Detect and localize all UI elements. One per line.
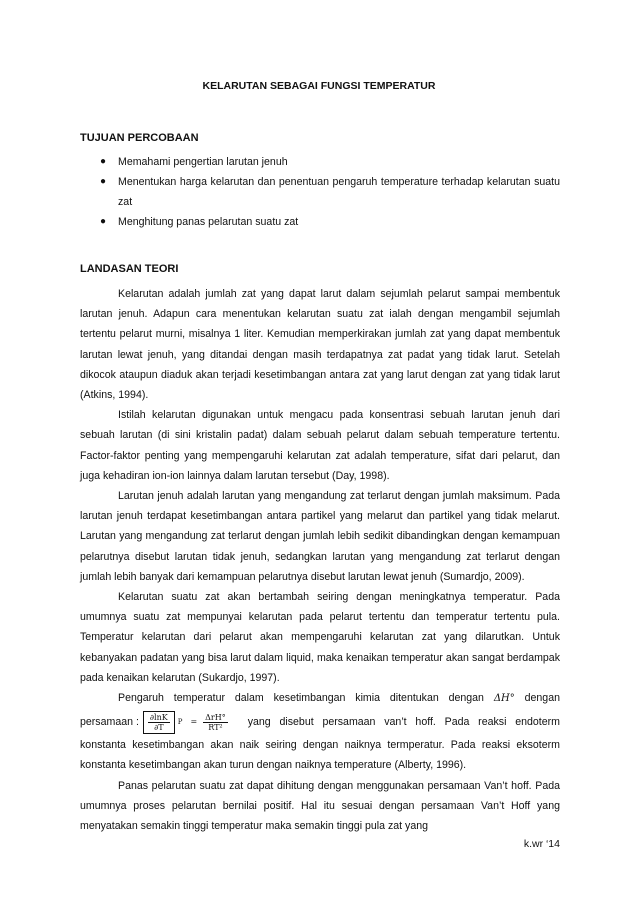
paragraph: Panas pelarutan suatu zat dapat dihitung dengan menggunakan persamaan Van’t hoff. Pada umumnya proses pelarutan bernilai positif. Hal itu sesuai dengan persamaan Van’t Hoff yang menyatakan semakin tinggi temperatur maka semakin tinggi pula zat yang bbox=[80, 779, 560, 833]
list-item bbox=[80, 172, 560, 212]
paragraph: Kelarutan suatu zat akan bertambah seiring dengan meningkatnya temperatur. Pada umumnya suatu zat mempunyai kelarutan pada pelarut tertentu dan temperatur tertentu pula. Temperatur kelarutan dari pelarut akan mempengaruhi kelarutan zat yang dilarutkan. Untuk kebanyakan padatan yang bisa larut dalam liquid, maka kenaikan temperatur akan sangat berdampak pada kenaikan kelarutan (Sukardjo, 1997). bbox=[80, 591, 560, 684]
vant-hoff-intro bbox=[80, 688, 560, 709]
vant-hoff-equation bbox=[143, 711, 230, 734]
equation-prefix: persamaan : bbox=[80, 716, 139, 729]
paragraph: Larutan jenuh adalah larutan yang mengandung zat terlarut dengan jumlah maksimum. Pada larutan jenuh terdapat kesetimbangan antara partikel yang melarut dan partikel yang tidak melarut. Larutan yang mengandung zat terlarut dengan jumlah lebih sedikit dibandingkan dengan kemampuan pelarutnya disebut larutan tidak jenuh, sedangkan larutan yang mengandung zat terlarut dengan jumlah lebih banyak dari kemampuan pelarutnya disebut larutan lewat jenuh (Sumardjo, 2009). bbox=[80, 490, 560, 583]
objectives-list bbox=[80, 152, 560, 232]
vant-hoff-intro-text: Pengaruh temperatur dalam kesetimbangan kimia ditentukan dengan bbox=[118, 692, 484, 705]
equals-sign: = bbox=[190, 717, 198, 727]
objective-text: Memahami pengertian larutan jenuh bbox=[118, 156, 288, 168]
delta-h-symbol: ΔH° bbox=[493, 693, 515, 705]
bullet-icon: ● bbox=[100, 216, 107, 227]
paragraph: Kelarutan adalah jumlah zat yang dapat larut dalam sejumlah pelarut sampai membentuk larutan jenuh. Adapun cara menentukan kelarutan suatu zat ialah dengan mengambil sejumlah tertentu pelarut murni, misalnya 1 liter. Kemudian memperkirakan jumlah zat yang dapat membentuk larutan lewat jenuh, yang ditandai dengan masih terdapatnya zat padat yang tidak larut. Setelah dikocok ataupun diaduk akan terjadi kesetimbangan antara zat yang larut dengan zat yang tidak larut (Atkins, 1994). bbox=[80, 288, 560, 402]
theory-heading: LANDASAN TEORI bbox=[80, 263, 179, 275]
lhs-fraction bbox=[148, 713, 170, 732]
list-item bbox=[80, 212, 560, 232]
bullet-icon: ● bbox=[100, 176, 107, 187]
constant-pressure-subscript: P bbox=[177, 718, 183, 727]
rhs-fraction bbox=[203, 713, 228, 732]
lhs-denominator: ∂T bbox=[154, 722, 164, 732]
equation-trailing-text: yang disebut persamaan van’t hoff. Pada reaksi endoterm bbox=[247, 716, 560, 729]
equation-line bbox=[80, 709, 560, 735]
lhs-numerator: ∂lnK bbox=[149, 712, 168, 722]
vant-hoff-intro-end: dengan bbox=[524, 692, 560, 705]
list-item bbox=[80, 152, 560, 172]
paragraph: Istilah kelarutan digunakan untuk mengacu pada konsentrasi sebuah larutan jenuh dari sebuah larutan (di sini kristalin padat) dalam sebuah pelarut dalam sebuah temperature tertentu. Factor-faktor penting yang mempengaruhi kelarutan zat adalah temperature, sifat dari pelarut, dan juga kehadiran ion-ion lainnya dalam larutan tersebut (Day, 1998). bbox=[80, 409, 560, 482]
objective-text: Menghitung panas pelarutan suatu zat bbox=[118, 216, 299, 228]
bullet-icon: ● bbox=[100, 156, 107, 167]
rhs-denominator: RT² bbox=[208, 722, 223, 732]
objective-text: Menentukan harga kelarutan dan penentuan pengaruh temperature terhadap kelarutan suatu zat bbox=[118, 176, 560, 208]
objectives-heading: TUJUAN PERCOBAAN bbox=[80, 132, 199, 144]
page-footer: k.wr ‘14 bbox=[523, 838, 560, 850]
theory-body bbox=[80, 284, 560, 836]
rhs-numerator: ΔrH° bbox=[205, 712, 226, 722]
vant-hoff-rest: konstanta kesetimbangan akan naik seiring dengan naiknya termperatur. Pada reaksi eksoterm konstanta kesetimbangan akan turun dengan naiknya temperature (Alberty, 1996). bbox=[80, 739, 560, 772]
derivative-bracket bbox=[143, 711, 175, 734]
document-title: KELARUTAN SEBAGAI FUNGSI TEMPERATUR bbox=[202, 80, 436, 92]
